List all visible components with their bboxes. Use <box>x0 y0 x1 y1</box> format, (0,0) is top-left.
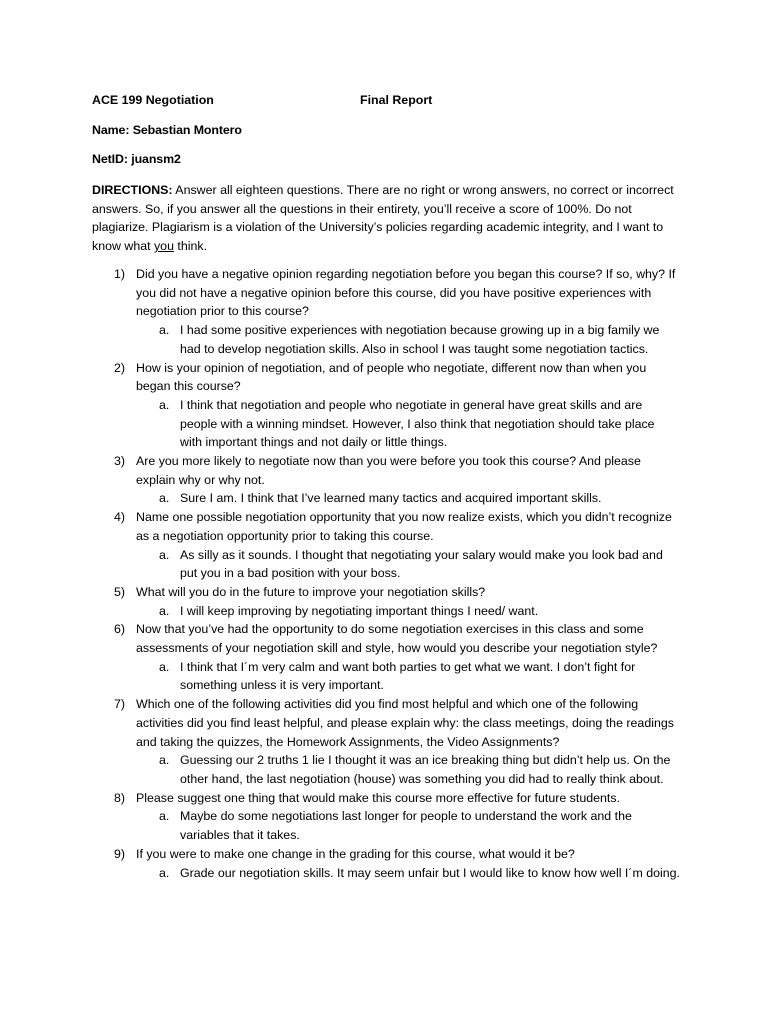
question-item <box>92 452 680 489</box>
directions-text-end: think. <box>173 239 208 254</box>
question-number: 1) <box>114 267 126 281</box>
question-text: Name one possible negotiation opportunity that you now realize exists, which you didn’t recognize as a negotiation opportunity prior to taking this course. <box>136 510 672 543</box>
answer-item <box>92 321 680 358</box>
question-item <box>92 845 680 864</box>
answer-text: I had some positive experiences with negotiation because growing up in a big family we had to develop negotiation skills. Also in school I was taught some negotiation tactics. <box>180 323 660 356</box>
answer-item <box>92 751 680 788</box>
question-number: 7) <box>114 697 126 712</box>
course-title: ACE 199 Negotiation <box>92 93 214 107</box>
answer-item <box>92 807 680 844</box>
question-text: Please suggest one thing that would make this course more effective for future students. <box>136 790 620 805</box>
answer-letter: a. <box>159 603 170 618</box>
answer-letter: a. <box>159 865 170 880</box>
answer-text: I will keep improving by negotiating important things I need/ want. <box>180 603 539 618</box>
answer-letter: a. <box>159 753 170 768</box>
question-item <box>92 265 680 321</box>
question-text: How is your opinion of negotiation, and of people who negotiate, different now than when you began this course? <box>136 360 647 394</box>
question-number: 5) <box>114 584 126 599</box>
answer-letter: a. <box>159 547 170 562</box>
question-number: 9) <box>114 846 126 861</box>
question-item <box>92 359 680 396</box>
answer-text: I think that I´m very calm and want both parties to get what we want. I don’t fight for something unless it is very important. <box>180 659 636 693</box>
question-number: 3) <box>114 454 126 469</box>
directions-paragraph <box>92 181 674 256</box>
question-list <box>92 265 692 882</box>
question-item <box>92 695 680 751</box>
question-item <box>92 583 680 602</box>
student-netid: NetID: juansm2 <box>92 152 181 166</box>
answer-text: Guessing our 2 truths 1 lie I thought it was an ice breaking thing but didn’t help us. On the other hand, the last negotiation (house) was something you did had to really think about. <box>180 753 671 786</box>
answer-item <box>92 864 680 883</box>
question-number: 2) <box>114 360 126 375</box>
question-number: 6) <box>114 622 126 637</box>
answer-item <box>92 489 680 508</box>
answer-letter: a. <box>159 323 170 338</box>
answer-item <box>92 546 680 583</box>
answer-text: As silly as it sounds. I thought that negotiating your salary would make you look bad and put you in a bad position with your boss. <box>180 547 663 581</box>
question-number: 8) <box>114 790 126 805</box>
question-number: 4) <box>114 510 126 525</box>
directions-label: DIRECTIONS: <box>92 183 173 197</box>
directions-text: Answer all eighteen questions. There are no right or wrong answers, no correct or incorrect answers. So, if you answer all the questions in their entirety, you’ll receive a score of 100%. Do not plagiarize. Plagiarism is a violation of the University’s policies regarding academic integrity, and I want to know what <box>92 183 674 254</box>
answer-letter: a. <box>159 809 170 824</box>
answer-letter: a. <box>159 397 170 412</box>
question-text: Which one of the following activities did you find most helpful and which one of the following activities did you find least helpful, and please explain why: the class meetings, doing the readings and taking the quizzes, the Homework Assignments, the Video Assignments? <box>136 697 674 749</box>
question-item <box>92 789 680 808</box>
question-item <box>92 508 680 545</box>
answer-text: I think that negotiation and people who negotiate in general have great skills and are people with a winning mindset. However, I also think that negotiation should take place with important things and not daily or little things. <box>180 397 655 450</box>
answer-text: Sure I am. I think that I’ve learned many tactics and acquired important skills. <box>180 491 602 506</box>
answer-text: Grade our negotiation skills. It may seem unfair but I would like to know how well I´m doing. <box>180 865 680 880</box>
answer-item <box>92 602 680 621</box>
student-name: Name: Sebastian Montero <box>92 123 242 137</box>
header-row <box>92 93 692 112</box>
answer-item <box>92 658 680 695</box>
question-text: Are you more likely to negotiate now than you were before you took this course? And please explain why or why not. <box>136 454 641 487</box>
report-title: Final Report <box>360 93 433 107</box>
question-text: Now that you’ve had the opportunity to do some negotiation exercises in this class and some assessments of your negotiation skill and style, how would you describe your negotiation style? <box>136 622 658 656</box>
question-text: If you were to make one change in the grading for this course, what would it be? <box>136 846 575 861</box>
question-text: What will you do in the future to improve your negotiation skills? <box>136 584 486 599</box>
question-item <box>92 620 680 657</box>
question-text: Did you have a negative opinion regarding negotiation before you began this course? If so, why? If you did not have a negative opinion before this course, did you have positive experiences with negotiation prior to this course? <box>136 267 676 319</box>
answer-letter: a. <box>159 659 170 674</box>
directions-emphasis: you <box>153 239 174 254</box>
answer-text: Maybe do some negotiations last longer for people to understand the work and the variables that it takes. <box>180 809 632 843</box>
answer-letter: a. <box>159 491 170 506</box>
answer-item <box>92 396 680 452</box>
